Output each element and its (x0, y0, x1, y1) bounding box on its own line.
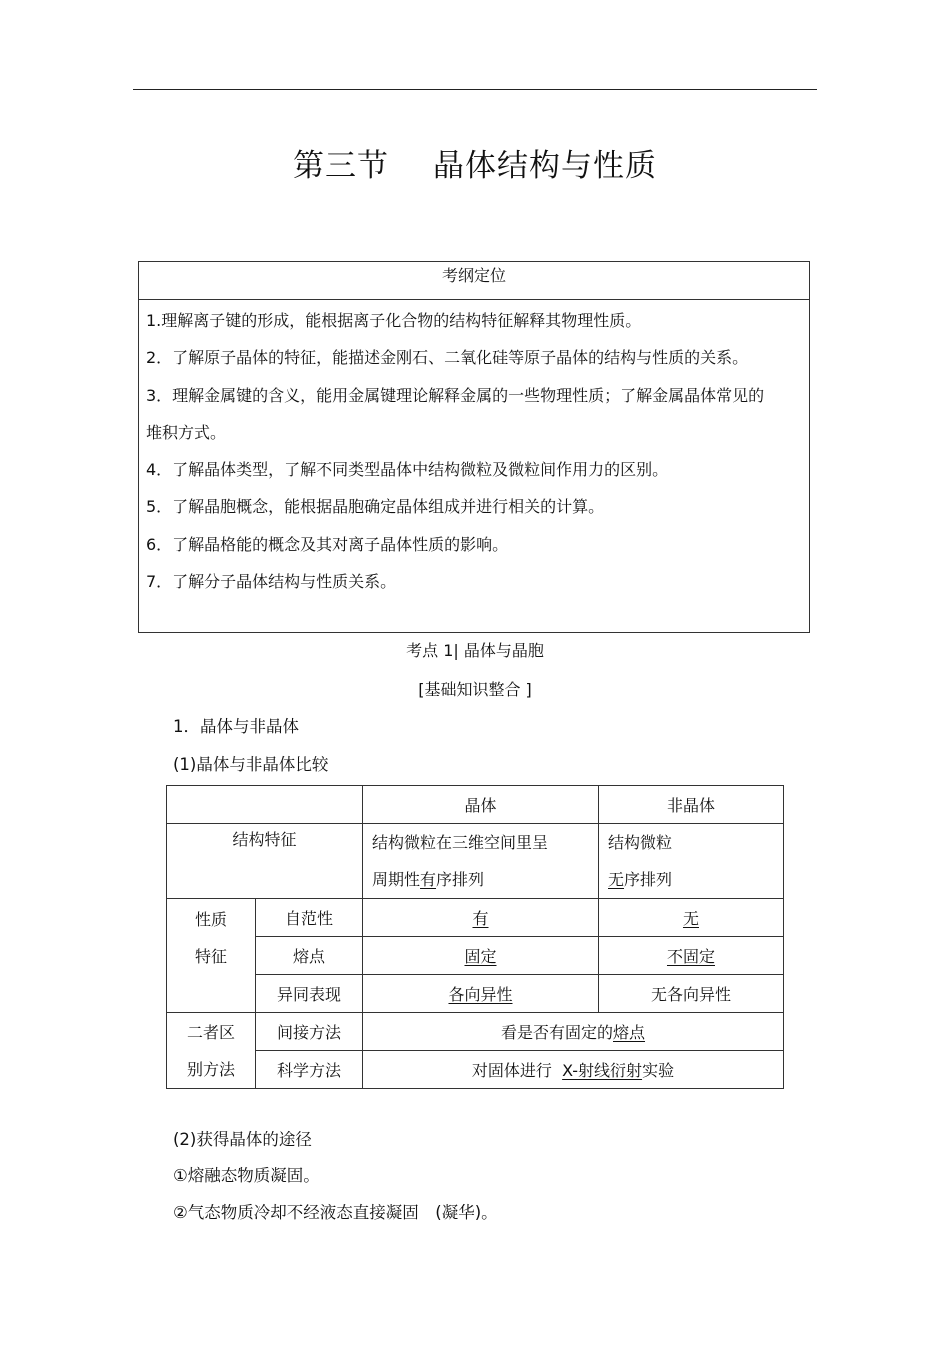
cell-text: 对固体进行 (471, 1061, 552, 1080)
table-group-label (167, 1013, 256, 1089)
header-rule (133, 89, 817, 90)
cell-text: 周期性 (372, 870, 421, 889)
syllabus-item: 4．了解晶体类型，了解不同类型晶体中结构微粒及微粒间作用力的区别。 (146, 460, 669, 480)
table-cell (363, 899, 599, 937)
table-row (167, 899, 784, 937)
table-cell (363, 1051, 784, 1089)
table-cell (599, 824, 784, 899)
cell-line: 结构微粒 (608, 833, 673, 852)
section-heading: 1．晶体与非晶体 (173, 717, 299, 736)
syllabus-item: 5．了解晶胞概念，能根据晶胞确定晶体组成并进行相关的计算。 (146, 497, 605, 517)
table-row (167, 824, 784, 899)
group-label-line: 性质 (194, 910, 227, 929)
cell-line (608, 861, 783, 898)
cell-text: 序排列 (624, 870, 673, 889)
cell-line: 结构微粒在三维空间里呈 (372, 833, 549, 852)
syllabus-item: 6．了解晶格能的概念及其对离子晶体性质的影响。 (146, 534, 509, 554)
cell-answer: 各向异性 (448, 985, 513, 1004)
group-label-line: 别方法 (186, 1059, 235, 1079)
cell-answer: 熔点 (613, 1023, 646, 1042)
group-label-line: 二者区 (186, 1022, 235, 1042)
syllabus-item: 1.理解离子键的形成，能根据离子化合物的结构特征解释其物理性质。 (146, 311, 642, 330)
table-row (167, 937, 784, 975)
table-row-label: 间接方法 (256, 1013, 363, 1051)
table-row-label: 科学方法 (256, 1051, 363, 1089)
table-cell (363, 824, 599, 899)
table-header-amorphous: 非晶体 (599, 786, 784, 824)
exam-point-heading: 考点 1| 晶体与晶胞 (406, 641, 544, 660)
cell-text: 看是否有固定的 (500, 1023, 613, 1042)
cell-answer: 不固定 (666, 947, 715, 966)
table-cell (363, 937, 599, 975)
cell-text: 序排列 (436, 870, 485, 889)
table-row (167, 786, 784, 824)
syllabus-box (138, 261, 810, 633)
table-row-label: 自范性 (256, 899, 363, 937)
title-topic: 晶体结构与性质 (433, 148, 657, 184)
syllabus-list (139, 300, 809, 600)
table-group-label (167, 899, 256, 1013)
syllabus-item: 7．了解分子晶体结构与性质关系。 (146, 572, 397, 592)
list-item: ②气态物质冷却不经液态直接凝固 (凝华)。 (173, 1203, 498, 1222)
cell-answer: 无 (682, 909, 699, 928)
comparison-table (166, 785, 784, 1089)
syllabus-item: 2．了解原子晶体的特征，能描述金刚石、二氧化硅等原子晶体的结构与性质的关系。 (146, 348, 749, 368)
cell-text: 实验 (642, 1061, 675, 1080)
subsection-heading: (2)获得晶体的途径 (173, 1130, 312, 1149)
table-header-crystal: 晶体 (363, 786, 599, 824)
basic-knowledge-heading: [基础知识整合 ] (418, 680, 532, 699)
table-cell (363, 975, 599, 1013)
cell-answer: 无 (608, 870, 625, 889)
table-cell (599, 937, 784, 975)
table-row (167, 1013, 784, 1051)
syllabus-header: 考纲定位 (139, 262, 809, 300)
cell-answer: 有 (472, 909, 489, 928)
list-item: ①熔融态物质凝固。 (173, 1166, 320, 1185)
group-label-line: 特征 (194, 947, 227, 966)
table-row (167, 975, 784, 1013)
table-row-label: 熔点 (256, 937, 363, 975)
table-cell (167, 786, 363, 824)
cell-answer: X-射线衍射 (562, 1061, 643, 1080)
title-section: 第三节 (293, 148, 389, 184)
cell-line (372, 861, 598, 898)
page-title (0, 140, 950, 185)
table-cell: 无各向异性 (599, 975, 784, 1013)
table-cell (363, 1013, 784, 1051)
subsection-heading: (1)晶体与非晶体比较 (173, 755, 329, 774)
table-row (167, 1051, 784, 1089)
table-cell (599, 899, 784, 937)
table-row-label: 异同表现 (256, 975, 363, 1013)
syllabus-item: 3．理解金属键的含义，能用金属键理论解释金属的一些物理性质；了解金属晶体常见的堆积方式。 (146, 385, 765, 442)
table-row-label: 结构特征 (167, 824, 363, 899)
cell-answer: 固定 (464, 947, 497, 966)
cell-answer: 有 (420, 870, 437, 889)
